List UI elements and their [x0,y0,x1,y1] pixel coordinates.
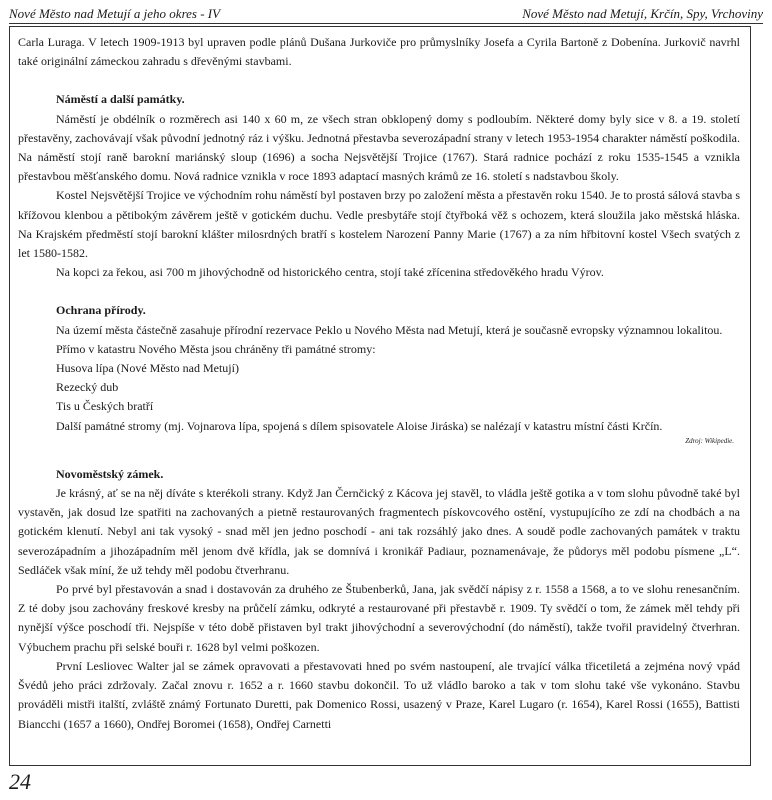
paragraph: Po prvé byl přestavován a snad i dostavován za druhého ze Štubenberků, Jana, jak svědčí nápisy z r. 1558 a 1568, a to ve slohu renesančním. Z té doby jsou zachovány freskové kresby na průčelí zámku, odkryté a restaurované při přestavbě r. 1909. Ty svědčí o tom, že zámek měl tehdy při nynější výšce poschodí tři. Nejspíše v této době přistaven byl trakt jihovýchodní a severovýchodní (do náměstí), takže tvořil pravidelný čtverhran. Výbuchem prachu při selské bouři r. 1628 byl velmi poškozen. [18,582,740,654]
section-heading-castle: Novoměstský zámek. [56,466,164,481]
header-right-title: Nové Město nad Metují, Krčín, Spy, Vrchoviny [522,6,763,21]
page-number: 24 [9,769,31,794]
paragraph: Náměstí je obdélník o rozměrech asi 140 x 60 m, ze všech stran obklopený domy s podloubím. Některé domy byly sice v 8. a 19. století přestavěny, zachovávají však původní jednotný ráz i výšku. Jednotná přestavba severozápadní strany v letech 1953-1954 charakter náměstí poškodila. Na náměstí stojí raně barokní mariánský sloup (1696) a socha Nejsvětější Trojice (1767). Stará radnice pochází z roku 1535-1545 a vznikla přestavbou měšťanského domu. Nová radnice vznikla v roce 1893 adaptací masných krámů ze 16. století s nadstavbou školy. [18,111,740,184]
header-left-title: Nové Město nad Metují a jeho okres - IV [9,6,221,21]
section-heading-nature: Ochrana přírody. [56,303,146,318]
running-header [9,5,763,23]
text-frame [9,26,751,766]
paragraph: Přímo v katastru Nového Města jsou chráněny tři památné stromy: [56,341,376,356]
source-note: Zdroj: Wikipedie. [685,436,734,445]
paragraph: První Lesliovec Walter jal se zámek opravovati a přestavovati hned po svém nastoupení, ale trvající válka třicetiletá a zejména nový vpád Švédů jeho práci zdržovaly. Začal znovu r. 1652 a r. 1660 stavbu dokončil. To už vládlo baroko a tak v tom slohu také vše vykonáno. Stavbu prováděli mistři italští, zvláště známý Fortunato Duretti, pak Domenico Rossi, usazený v Praze, Karel Lugaro (r. 1654), Karel Rossi (1655), Battisti Biancchi (1657 a 1660), Ondřej Boromei (1658), Ondřej Carnetti [18,658,740,731]
paragraph: Na území města částečně zasahuje přírodní rezervace Peklo u Nového Města nad Metují, která je současně evropsky významnou lokalitou. [56,322,723,337]
page-content [10,27,750,734]
paragraph: Na kopci za řekou, asi 700 m jihovýchodně od historického centra, stojí také zřícenina středověkého hradu Výrov. [56,265,604,280]
intro-paragraph: Carla Luraga. V letech 1909-1913 byl upraven podle plánů Dušana Jurkoviče pro průmyslníky Josefa a Cyrila Bartoně z Dobenína. Jurkovič navrhl také originální zámeckou zahradu s dřevěnými stavbami. [18,35,740,69]
paragraph: Je krásný, ať se na něj díváte s kterékoli strany. Když Jan Černčický z Kácova jej stavěl, to vládla ještě gotika a v tom slohu původně také byl vystavěn, jak dosud lze spatřiti na zachovaných a pietně restaurovaných fragmentech pískovcového ostění, vystupujícího ze zdí na chodbách a na gotickém klenutí. Nebyl ani tak vysoký - snad měl jen jedno poschodí - ani tak rozsáhlý jako dnes. A soudě podle zachovaných památek v traktu severozápadním a jihozápadním měl jenom dvě křídla, jak se domnívá i kronikář Padiaur, poznamenávaje, že půdorys měl podobu písmene „L“. Sedláček však míní, že už tehdy měl podobu čtverhranu. [18,486,740,577]
tree-list-item: Tis u Českých bratří [56,399,154,414]
section-heading-square: Náměstí a další památky. [56,92,185,107]
paragraph: Další památné stromy (mj. Vojnarova lípa, spojená s dílem spisovatele Aloise Jiráska) se nalézají v katastru místní části Krčín. [56,418,663,433]
paragraph: Kostel Nejsvětější Trojice ve východním rohu náměstí byl postaven brzy po založení města a přestavěn roku 1540. Je to prostá sálová stavba s křížovou klenbou a pětibokým závěrem ještě v gotickém duchu. Vedle presbytáře stojí čtyřboká věž s ochozem, která sloužila jako městská hláska. Na Krajském předměstí stojí barokní klášter milosrdných bratří s kostelem Narození Panny Marie (1767) a za ním hřbitovní kostel Všech svatých z let 1580-1582. [18,188,740,261]
tree-list-item: Rezecký dub [56,380,119,395]
tree-list-item: Husova lípa (Nové Město nad Metují) [56,361,239,376]
header-rule [9,23,763,24]
